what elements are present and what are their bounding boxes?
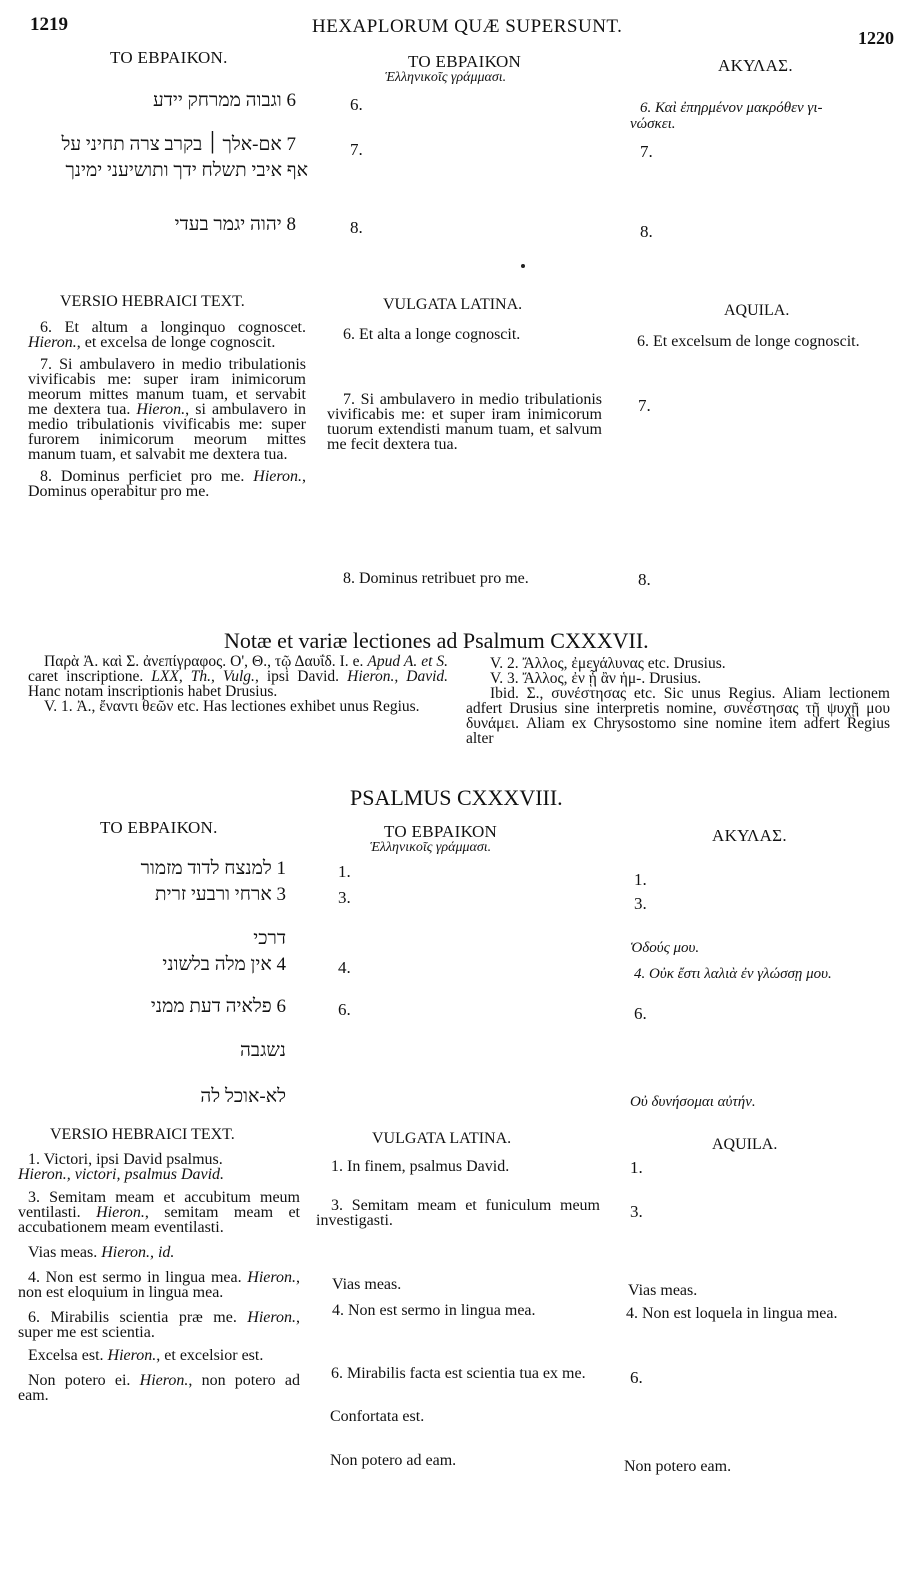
versio-column: 1. Victori, ipsi David psalmus. Hieron., victori, psalmus David. 3. Semitam meam et accubitum meum ventilasti. Hieron., semitam meam et accubationem meam eventilasti. Vias meas. Hieron., id. 4. Non est sermo in lingua mea. Hieron., non est eloquium in lingua mea. 6. Mirabilis scientia præ me. Hieron., super me est scientia. Excelsa est. Hieron., et excelsior est. Non potero ei. Hieron., non potero ad eam.: [18, 1151, 301, 1404]
hebrew-line: 6 פלאיה דעת ממני: [150, 996, 286, 1017]
vulgata-verse: 4. Non est sermo in lingua mea.: [332, 1302, 536, 1319]
aquila-greek: 6. Καὶ ἐπηρμένον μακρόθεν γι-: [640, 100, 823, 116]
hebrew-line: 1 למנצח לדוד מזמור: [140, 858, 286, 879]
psalm-title: PSALMUS CXXXVIII.: [350, 785, 563, 810]
aquila-greek: Ὁδούς μου.: [630, 940, 700, 956]
vulgata-verse: Vias meas.: [332, 1276, 402, 1293]
latin-head-vulgata: VULGATA LATINA.: [383, 296, 523, 313]
translit-number: 6.: [338, 1000, 351, 1019]
aquila-latin-verse: Non potero eam.: [624, 1458, 732, 1475]
aquila-greek: 3.: [634, 894, 647, 913]
aquila-greek: 1.: [634, 870, 647, 889]
col-head-aquila: ΑΚΥΛΑΣ.: [712, 826, 787, 845]
aquila-latin-verse: 6. Et excelsum de longe cognoscit.: [637, 333, 860, 350]
aquila-latin-verse: 4. Non est loquela in lingua mea.: [626, 1305, 838, 1322]
col-head-hebrew-greek: ΤΟ ΕΒΡΑΙΚΟΝ: [408, 52, 522, 71]
vulgata-verse: 6. Et alta a longe cognoscit.: [343, 326, 521, 343]
col-subhead-greek-letters: Ἑλληνικοῖς γράμμασι.: [370, 840, 492, 855]
latin-head-versio: VERSIO HEBRAICI TEXT.: [60, 293, 245, 310]
aquila-latin-verse: 1.: [630, 1158, 643, 1177]
aquila-latin-verse: 6.: [630, 1368, 643, 1387]
vulgata-verse: 1. In finem, psalmus David.: [331, 1158, 510, 1175]
vulgata-verse: 8. Dominus retribuet pro me.: [343, 570, 529, 587]
aquila-greek: νώσκει.: [630, 116, 676, 132]
versio-verse: 7. Si ambulavero in medio tribulationis vivificabis me: super iram inimicorum meorum mittes manum tuam, et servabit me dextera tua. Hieron., si ambulavero in medio tribulationis vivificabis me: super furorem inimicorum meorum mittes manum tuam, et salvabit me dextera tua.: [28, 356, 307, 463]
running-title: HEXAPLORUM QUÆ SUPERSUNT.: [312, 16, 623, 37]
notes-left-column: Παρὰ Ἀ. καὶ Σ. ἀνεπίγραφος. Ο', Θ., τῷ Δαυΐδ. I. e. Apud A. et S. caret inscriptione. LXX, Th., Vulg., ipsi David. Hieron., David. Hanc notam inscriptionis habet Drusius. V. 1. Ἀ., ἔναντι θεῶν etc. Has lectiones exhibet unus Regius.: [28, 653, 449, 715]
aquila-latin-verse: 7.: [638, 396, 651, 415]
col-head-hebrew: ΤΟ ΕΒΡΑΙΚΟΝ.: [110, 48, 228, 67]
latin-head-vulgata: VULGATA LATINA.: [372, 1130, 512, 1147]
translit-number: 3.: [338, 888, 351, 907]
translit-number: 7.: [350, 140, 363, 159]
versio-verse: 6. Et altum a longinquo cognoscet. Hieron., et excelsa de longe cognoscit.: [28, 319, 306, 351]
ink-dot: [521, 264, 525, 268]
translit-number: 6.: [350, 95, 363, 114]
vulgata-verse: 3. Semitam meam et funiculum meum investigasti.: [316, 1197, 600, 1229]
aquila-greek: 8.: [640, 222, 653, 241]
aquila-greek: 4. Οὐκ ἔστι λαλιὰ ἐν γλώσσῃ μου.: [634, 966, 832, 982]
translit-number: 8.: [350, 218, 363, 237]
page-number-left: 1219: [30, 14, 68, 35]
vulgata-verse: Confortata est.: [330, 1408, 425, 1425]
latin-head-aquila: AQUILA.: [712, 1136, 778, 1153]
vulgata-verse: Non potero ad eam.: [330, 1452, 457, 1469]
hebrew-line: דרכי: [253, 928, 286, 949]
col-head-hebrew: ΤΟ ΕΒΡΑΙΚΟΝ.: [100, 818, 218, 837]
notes-right-column: V. 2. Ἄλλος, ἐμεγάλυνας etc. Drusius. V. 3. Ἄλλος, ἐν ᾗ ἂν ἡμ-. Drusius. Ibid. Σ., συνέστησας etc. Sic unus Regius. Aliam lectionem adfert Drusius sine interpretis nomine, συνέστησας τῇ ψυχῇ μου δυνάμει. Aliam ex Chrysostomo sine nomine item adfert Regius alter: [466, 655, 890, 747]
page-number-right: 1220: [858, 28, 894, 48]
latin-head-versio: VERSIO HEBRAICI TEXT.: [50, 1126, 235, 1143]
hebrew-line: 4 אין מלה בלשוני: [162, 954, 286, 975]
translit-number: 1.: [338, 862, 351, 881]
aquila-latin-verse: 8.: [638, 570, 651, 589]
hebrew-line: 6 וגבוה ממרחק יידע: [153, 90, 296, 111]
aquila-latin-verse: Vias meas.: [628, 1282, 698, 1299]
aquila-greek: 7.: [640, 142, 653, 161]
hebrew-line: 7 אם-אלך ׀ בקרב צרה תחיני על: [61, 134, 296, 155]
hebrew-line: 3 ארחי ורבעי זרית: [155, 884, 286, 905]
col-head-hebrew-greek: ΤΟ ΕΒΡΑΙΚΟΝ: [384, 822, 498, 841]
col-head-aquila: ΑΚΥΛΑΣ.: [718, 56, 793, 75]
versio-column: [28, 320, 306, 506]
aquila-greek: 6.: [634, 1004, 647, 1023]
translit-number: 4.: [338, 958, 351, 977]
notes-title: Notæ et variæ lectiones ad Psalmum CXXXVII.: [224, 628, 649, 653]
hebrew-line: נשגבה: [240, 1040, 286, 1061]
hebrew-line: אף איבי תשלח ידך ותושיעני ימינך: [65, 160, 308, 181]
hebrew-line: לא-אוכל לה: [200, 1086, 286, 1107]
vulgata-verse: 6. Mirabilis facta est scientia tua ex me.: [331, 1365, 586, 1382]
aquila-greek: Οὐ δυνήσομαι αὐτήν.: [630, 1094, 756, 1110]
col-subhead-greek-letters: Ἑλληνικοῖς γράμμασι.: [385, 70, 507, 85]
versio-verse: 8. Dominus perficiet pro me. Hieron., Dominus operabitur pro me.: [28, 468, 307, 500]
hebrew-line: 8 יהוה יגמר בעדי: [174, 214, 296, 235]
vulgata-verse: 7. Si ambulavero in medio tribulationis vivificabis me: et super iram inimicorum tuorum extendisti manum tuam, et salvum me fecit dextera tua.: [327, 391, 602, 453]
latin-head-aquila: AQUILA.: [724, 302, 790, 319]
aquila-latin-verse: 3.: [630, 1202, 643, 1221]
